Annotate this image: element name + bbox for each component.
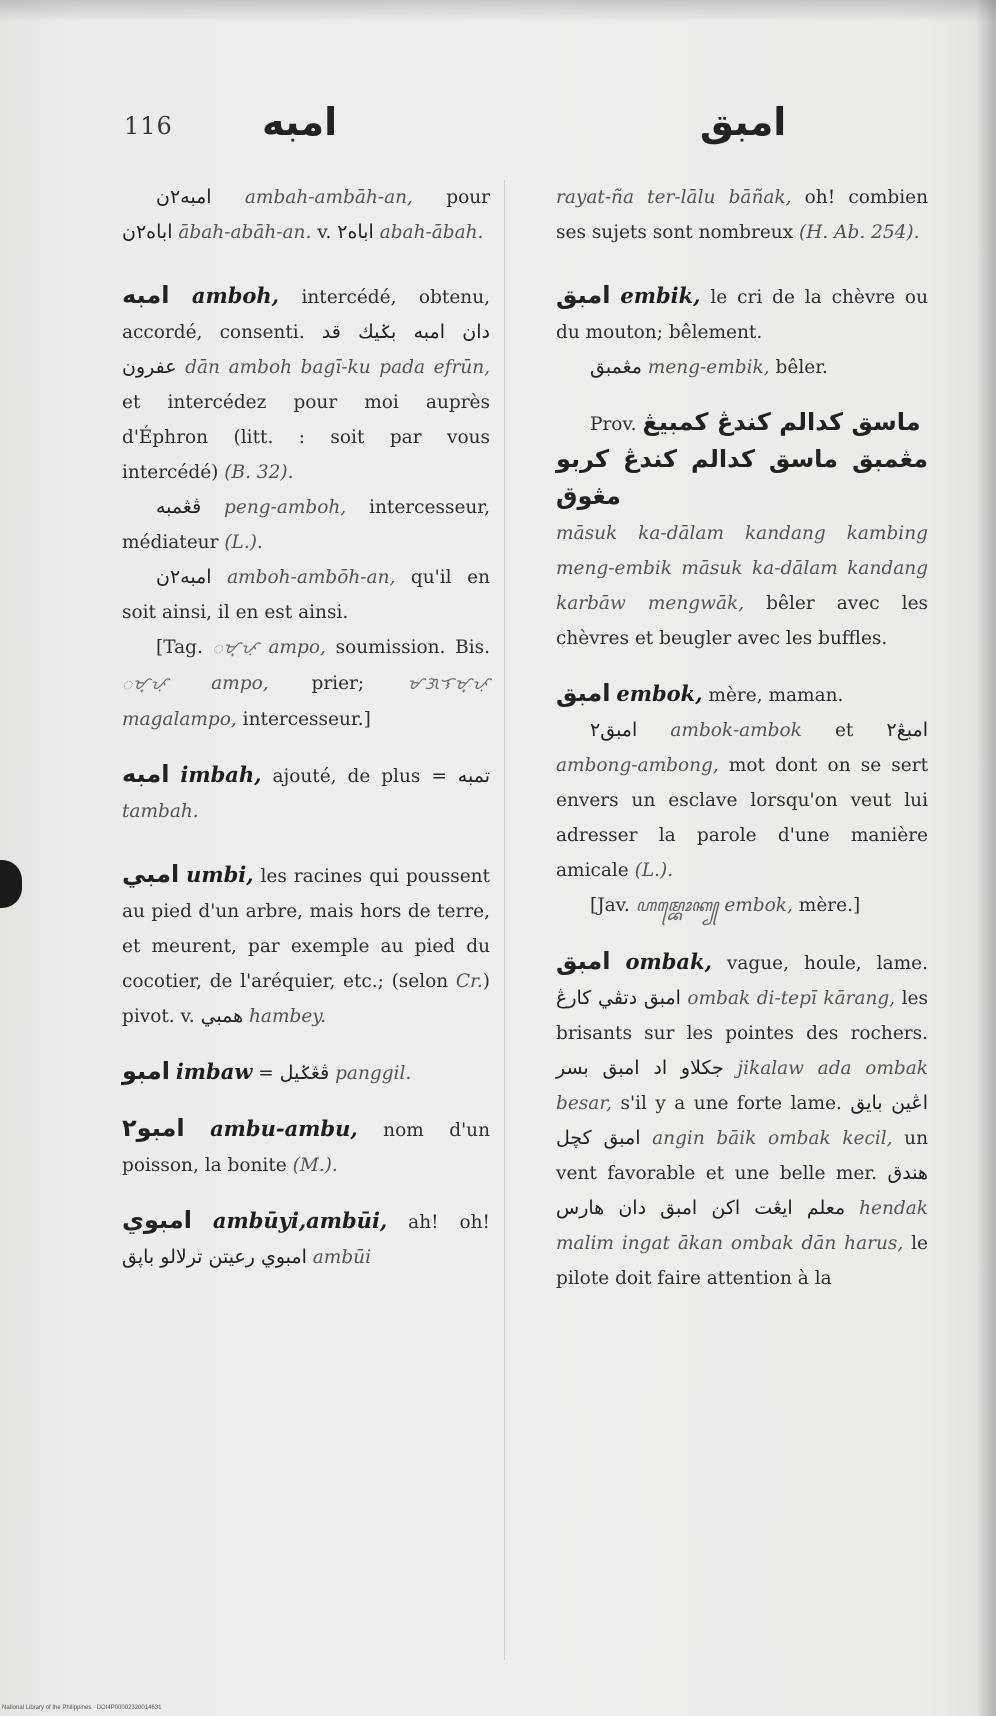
romanized-term: embok, [718,895,793,916]
romanized-term: ambah-ambāh-an, [244,187,413,208]
entry-text: bêler. [769,357,828,378]
headword: embik, [620,283,701,308]
entry-text: pour [412,187,490,208]
example-translation: oh! combien ses sujets sont nombreux [556,187,928,243]
romanized-term: hambey. [243,1006,327,1027]
example-translation: un vent favorable et une belle mer. [556,1128,928,1184]
entry-text: et [801,720,887,741]
arabic-term: ڤڠݢيل [279,1062,330,1084]
baybayin-script: ᜀᜋ᜔ᜉᜓ [212,638,259,658]
romanized-term: ābah-abāh-an. [178,222,312,243]
entry-text: prier; [268,673,365,694]
definition: mère, maman. [702,685,844,706]
arabic-term: ڤڠمبه [156,496,202,518]
entry-text: = [252,1063,280,1084]
entry-peng-amboh [122,490,490,560]
headword-arabic: امبه [122,281,170,309]
proverb-label: Prov. [590,414,637,435]
entry-text: mère.] [792,895,861,916]
example-romanized: ambūi [306,1247,372,1268]
example-arabic: هندق معلم ايڠت اكن امبق دان هارس [556,1162,928,1219]
example-arabic: جكلاو اد امبق بسر [556,1057,724,1079]
entry-meng-embik [556,350,928,385]
note-javanese [556,888,928,924]
romanized-term: peng-amboh, [201,497,347,518]
entry-text: qu'il en soit ainsi, il en est ainsi. [122,567,490,623]
proverb-romanized: māsuk ka-dālam kandang kambing meng-embik māsuk ka-dālam kandang karbāw mengwāk, [556,523,928,614]
headword: ambūyi,ambūi, [212,1208,388,1233]
entry-ambah-ambah-an [122,180,490,250]
headword-arabic: امبق [556,679,611,707]
romanized-term: magalampo, [122,709,237,730]
headword-arabic: امبي [122,860,180,888]
reference: Cr. [455,971,483,992]
headword: ombak, [625,949,712,974]
definition: ah! oh! [387,1212,490,1233]
scan-footer: National Library of the Philippines · DOI4P00002320014631 [2,1705,162,1711]
definition: le cri de la chèvre ou du mouton; bêlement. [556,287,928,343]
proverb-arabic: مڠمبق ماسق كدالم كندڠ كربو مڠوق [556,445,928,510]
arabic-term: مڠمبق [590,356,642,378]
reference: (H. Ab. 254). [799,222,920,243]
example-arabic: اڠين بايق امبق كچل [556,1092,928,1149]
entry-text: soumission. Bis. [325,637,490,658]
reference: (M.). [292,1155,338,1176]
example-romanized: rayat-ña ter-lālu bāñak, [556,187,792,208]
left-column [122,180,490,1275]
arabic-term: امبق٢ [590,719,638,741]
romanized-term: ampo, [258,637,326,658]
example-translation: s'il y a une forte lame. [612,1093,851,1114]
note-label: [Tag. [156,637,203,658]
arabic-term: اباه٢ [337,221,374,243]
definition: ajouté, de plus = [261,766,458,787]
example-arabic: دان امبه بݢيك قد عفرون [122,321,490,378]
arabic-term: امبه٢ن [156,566,212,588]
romanized-term: panggil. [329,1063,412,1084]
entry-ambok-ambok [556,713,928,888]
right-running-head: امبق [700,100,787,144]
definition: intercédé, obtenu, accordé, consenti. [122,287,490,343]
arabic-term: اباه٢ن [122,221,173,243]
definition: vague, houle, lame. [711,953,928,974]
javanese-script: ꦲꦩ꧀ꦧꦺꦴꦏ꧀ [635,896,719,916]
example-romanized: hendak malim ingat ākan ombak dān harus, [556,1198,928,1254]
example-translation: le pilote doit faire attention à la [556,1233,928,1289]
romanized-term: meng-embik, [641,357,770,378]
entry-ambui-continued [556,180,928,250]
definition: nom d'un poisson, la bonite [122,1120,490,1176]
romanized-term: tambah. [122,801,199,822]
headword-arabic: امبو [122,1057,170,1085]
definition: les racines qui poussent au pied d'un arbre, mais hors de terre, et meurent, par exemple au pied du cocotier, de l'aréquier, etc.; (selon [122,866,490,992]
column-divider [504,180,505,1660]
arabic-term: امبڠ٢ [886,719,928,741]
proverb [556,405,928,656]
arabic-term: امبه٢ن [156,186,212,208]
headword: ambu-ambu, [210,1116,358,1141]
entry-imbaw [122,1054,490,1091]
arabic-term: تمبه [457,765,490,787]
headword-arabic: امبه [122,760,170,788]
headword-arabic: امبو٢ [122,1114,185,1142]
reference: (L.). [634,860,674,881]
reference: (B. 32). [224,462,294,483]
entry-embok [556,676,928,713]
right-column [556,180,928,1296]
headword: amboh, [191,283,279,308]
romanized-term: ampo, [168,673,269,694]
example-romanized: dān amboh bagī-ku pada efrūn, [176,357,490,378]
entry-amboh-amboh-an [122,560,490,630]
entry-ombak [556,944,928,1296]
romanized-term: ambok-ambok [637,720,802,741]
baybayin-script: ᜀᜋ᜔ᜉᜓ [122,674,169,694]
entry-imbah [122,757,490,829]
page-number: 116 [124,112,173,140]
entry-umbi [122,857,490,1034]
entry-ambu-ambu [122,1111,490,1183]
headword-arabic: امبق [556,281,611,309]
romanized-term: ambong-ambong, [556,755,719,776]
romanized-term: amboh-ambōh-an, [211,567,396,588]
romanized-term: abah-ābah. [379,222,484,243]
reference: (L.). [224,532,263,553]
example-arabic: امبق دتڤي كارڠ [556,987,681,1009]
entry-text: intercesseur, médiateur [122,497,491,553]
example-romanized: jikalaw ada ombak besar, [556,1058,928,1114]
headword: embok, [616,681,703,706]
proverb-arabic: ماسق كدالم كندڠ كمبيڠ [642,408,921,436]
baybayin-script: ᜋᜄᜎᜋ᜔ᜉᜓ [407,674,490,694]
headword: umbi, [186,862,254,887]
entry-ambuyi [122,1203,490,1275]
note-tagalog-bisaya [122,630,490,737]
note-label: [Jav. [590,895,630,916]
left-running-head: امبه [262,100,338,144]
headword-arabic: امبق [556,947,611,975]
entry-amboh [122,278,490,490]
entry-embik [556,278,928,350]
example-translation: les brisants sur les pointes des rochers. [556,988,928,1044]
headword: imbah, [180,762,262,787]
example-arabic: امبوي رعيتن ترلالو باڽق [122,1246,307,1268]
right-edge-shadow [976,0,996,1716]
top-shadow [0,0,996,22]
entry-text: v. [311,222,338,243]
headword-arabic: امبوي [122,1206,192,1234]
headword: imbaw [175,1059,253,1084]
example-romanized: ombak di-tepī kārang, [680,988,896,1009]
proverb-translation: bêler avec les chèvres et beugler avec les buffles. [556,593,929,649]
example-translation: et intercédez pour moi auprès d'Éphron (litt. : soit par vous intercédé) [122,392,490,483]
binding-blot [0,860,22,908]
entry-text: ) pivot. v. [122,971,490,1027]
entry-text: intercesseur.] [236,709,371,730]
entry-text: mot dont on se sert envers un esclave lorsqu'on veut lui adresser la parole d'une manière amicale [556,755,928,881]
example-romanized: angin bāik ombak kecil, [640,1128,893,1149]
arabic-term: همبي [200,1005,244,1027]
